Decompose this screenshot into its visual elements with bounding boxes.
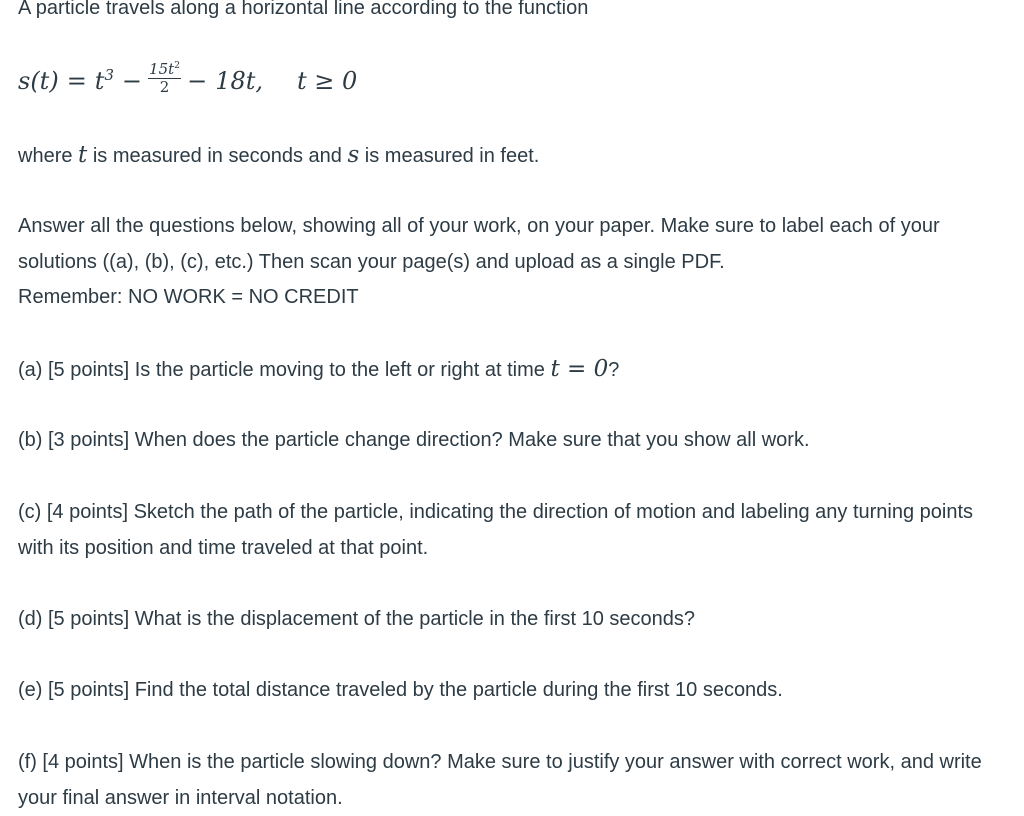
reminder-text: Remember: NO WORK = NO CREDIT [18, 286, 359, 308]
formula-fraction: $\frac{15t^2}{2}$ [149, 60, 181, 96]
formula-minus-1: − [121, 66, 143, 95]
formula-minus-2: − [187, 66, 208, 95]
formula-equals: = [66, 66, 87, 95]
question-d: (d) [5 points] What is the displacement of the particle in the first 10 seconds? [18, 608, 696, 630]
question-c: (c) [4 points] Sketch the path of the particle, indicating the direction of motion and labeling any turning points with its position and time traveled at that point. [18, 501, 974, 559]
formula-term3: 18t, [215, 66, 263, 95]
question-a: (a) [5 points] Is the particle moving to the left or right at time t = 0? [18, 356, 620, 382]
question-e: (e) [5 points] Find the total distance traveled by the particle during the first 10 seconds. [18, 679, 783, 701]
question-b: (b) [3 points] When does the particle change direction? Make sure that you show all work. [18, 429, 810, 451]
position-function-formula [18, 60, 358, 97]
formula-condition: t ≥ 0 [297, 66, 358, 95]
intro-text: A particle travels along a horizontal line according to the function [18, 0, 589, 19]
formula-lhs: s(t) [18, 66, 59, 95]
problem-page [18, 0, 1008, 809]
instructions-text: Answer all the questions below, showing all of your work, on your paper. Make sure to label each of your solutions ((a), (b), (c), etc.) Then scan your page(s) and upload as a single PDF. [18, 215, 940, 273]
units-sentence: where t is measured in seconds and s is measured in feet. [18, 142, 540, 168]
question-f: (f) [4 points] When is the particle slowing down? Make sure to justify your answer with correct work, and write your final answer in interval notation. [18, 751, 982, 809]
formula-term1: $t^3$ [94, 65, 114, 95]
